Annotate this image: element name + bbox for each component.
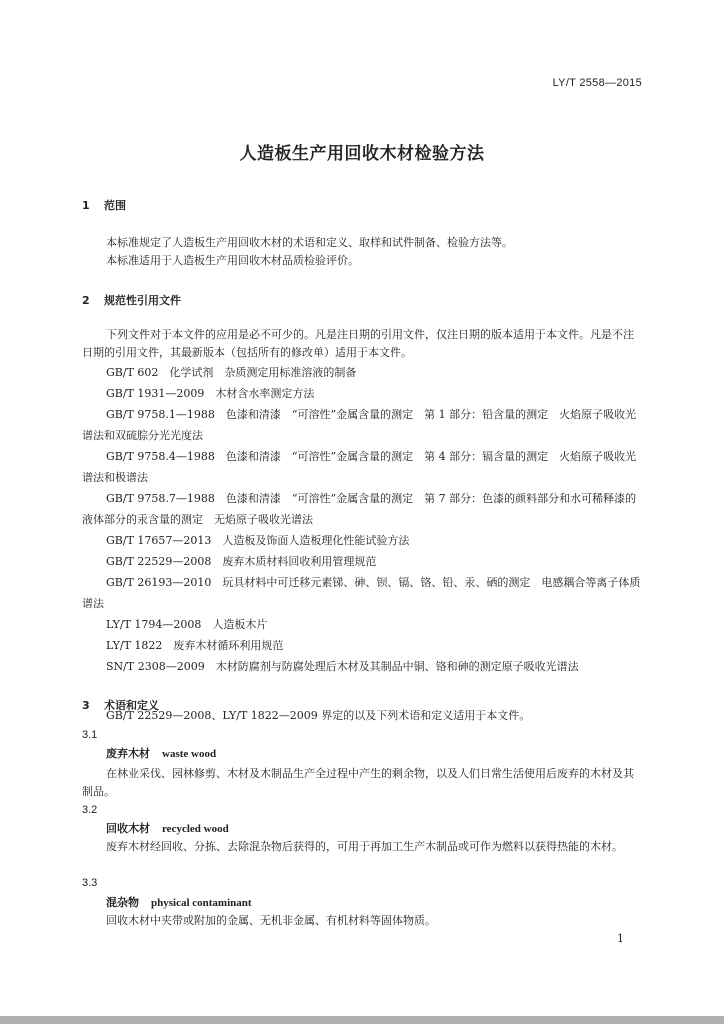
term-zh: 混杂物 [106, 896, 139, 909]
reference-item: GB/T 9758.4—1988 色漆和清漆 “可溶性”金属含量的测定 第 4 部分：镉含量的测定 火焰原子吸收光谱法和极谱法 [82, 450, 637, 484]
reference-item: SN/T 2308—2009 木材防腐剂与防腐处理后木材及其制品中铜、铬和砷的测定原子吸收光谱法 [106, 660, 579, 673]
term-zh: 废弃木材 [106, 747, 150, 760]
section-2-heading [82, 292, 181, 308]
paragraph: 下列文件对于本文件的应用是必不可少的。凡是注日期的引用文件，仅注日期的版本适用于本文件。凡是不注日期的引用文件，其最新版本（包括所有的修改单）适用于本文件。 [82, 328, 634, 359]
term-en: waste wood [162, 748, 217, 760]
term-heading [106, 894, 252, 910]
paragraph: 本标准规定了人造板生产用回收木材的术语和定义、取样和试件制备、检验方法等。 [106, 236, 513, 249]
term-heading [106, 820, 229, 836]
term-definition: 在林业采伐、园林修剪、木材及木制品生产全过程中产生的剩余物，以及人们日常生活使用后废弃的木材及其制品。 [82, 767, 634, 798]
reference-item: GB/T 17657—2013 人造板及饰面人造板理化性能试验方法 [106, 534, 410, 547]
clause-number: 3.3 [82, 877, 98, 889]
paragraph: GB/T 22529—2008、LY/T 1822—2009 界定的以及下列术语和定义适用于本文件。 [106, 709, 531, 722]
section-1-heading [82, 197, 126, 213]
scan-edge-bar [0, 1016, 724, 1024]
term-en: recycled wood [162, 823, 229, 835]
page-number: 1 [617, 932, 624, 945]
section-number: 3 [82, 699, 90, 712]
reference-item: LY/T 1822 废弃木材循环利用规范 [106, 639, 284, 652]
reference-item: GB/T 1931—2009 木材含水率测定方法 [106, 387, 315, 400]
reference-item: GB/T 22529—2008 废弃木质材料回收利用管理规范 [106, 555, 377, 568]
document-title: 人造板生产用回收木材检验方法 [239, 144, 485, 164]
clause-number: 3.2 [82, 804, 98, 816]
section-number: 1 [82, 199, 90, 212]
reference-item: GB/T 9758.1—1988 色漆和清漆 “可溶性”金属含量的测定 第 1 部分：铅含量的测定 火焰原子吸收光谱法和双硫腙分光光度法 [82, 408, 637, 442]
term-heading [106, 745, 216, 761]
standard-number: LY/T 2558—2015 [552, 77, 642, 89]
section-number: 2 [82, 294, 90, 307]
section-title: 范围 [104, 199, 126, 212]
paragraph: 本标准适用于人造板生产用回收木材品质检验评价。 [106, 254, 359, 267]
clause-number: 3.1 [82, 729, 98, 741]
reference-item: GB/T 26193—2010 玩具材料中可迁移元素锑、砷、钡、镉、铬、铅、汞、硒的测定 电感耦合等离子体质谱法 [82, 576, 641, 610]
reference-item: GB/T 9758.7—1988 色漆和清漆 “可溶性”金属含量的测定 第 7 部分：色漆的颜料部分和水可稀释漆的液体部分的汞含量的测定 无焰原子吸收光谱法 [82, 492, 637, 526]
reference-item: GB/T 602 化学试剂 杂质测定用标准溶液的制备 [106, 366, 357, 379]
term-definition: 回收木材中夹带或附加的金属、无机非金属、有机材料等固体物质。 [106, 914, 436, 927]
section-title: 规范性引用文件 [104, 294, 181, 307]
term-en: physical contaminant [151, 897, 252, 909]
term-zh: 回收木材 [106, 822, 150, 835]
reference-item: LY/T 1794—2008 人造板木片 [106, 618, 268, 631]
term-definition: 废弃木材经回收、分拣、去除混杂物后获得的，可用于再加工生产木制品或可作为燃料以获得热能的木材。 [106, 840, 623, 853]
section-title: 术语和定义 [104, 699, 159, 712]
